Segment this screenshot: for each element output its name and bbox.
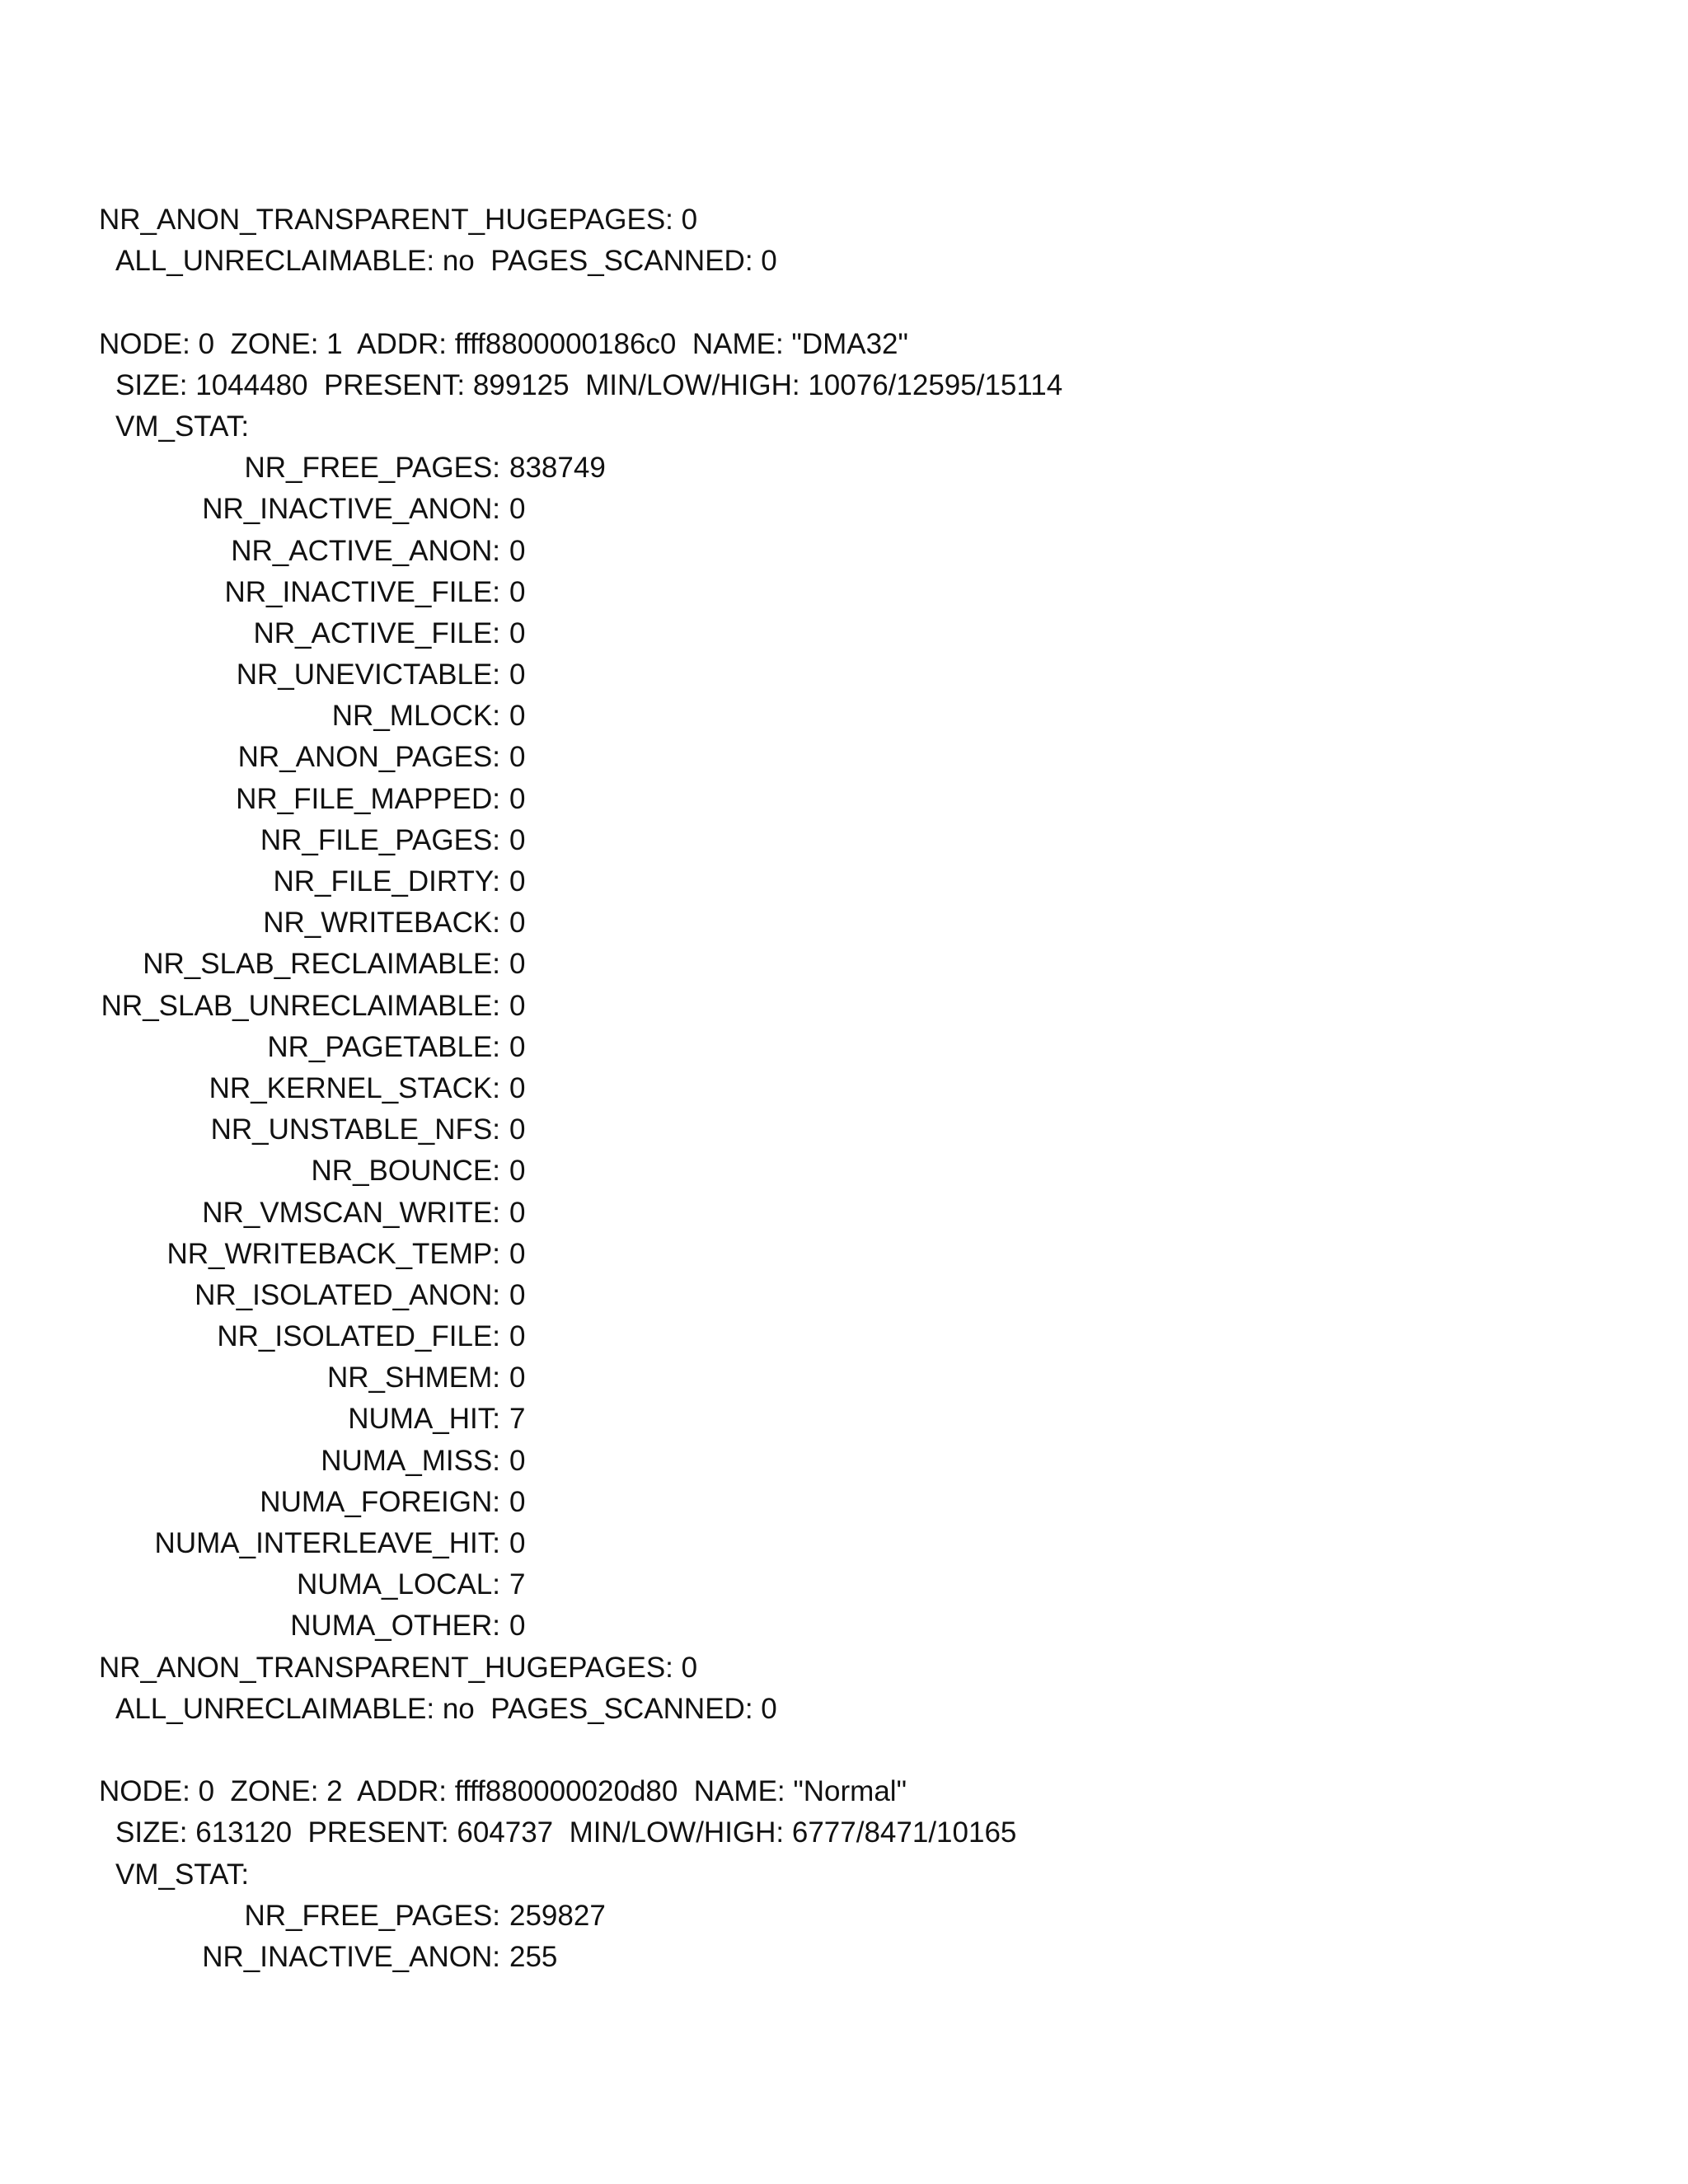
vm-stat-row (0, 1275, 1688, 1316)
vm-stat-row (0, 1357, 1688, 1399)
vm-stat-row (0, 1896, 1688, 1937)
vm-stat-row (0, 1482, 1688, 1523)
vm-stat-name: NR_FILE_DIRTY: (273, 865, 500, 898)
vm-stat-row (0, 986, 1688, 1027)
vm-stat-name: NR_WRITEBACK_TEMP: (166, 1237, 500, 1270)
vm-stat-row (0, 1316, 1688, 1357)
vm-stat-name: NR_ACTIVE_ANON: (231, 534, 500, 567)
vm-stat-row (0, 448, 1688, 489)
vm-stat-name: NR_WRITEBACK: (263, 907, 500, 940)
vm-stat-value: 0 (509, 1485, 526, 1518)
vm-stat-row (0, 1523, 1688, 1564)
vm-stat-row (0, 1937, 1688, 1978)
hugepages-line: NR_ANON_TRANSPARENT_HUGEPAGES: 0 (99, 204, 698, 236)
vm-stat-label: VM_STAT: (115, 410, 250, 443)
vm-stat-name: NR_PAGETABLE: (267, 1030, 500, 1063)
zone-header: NODE: 0 ZONE: 1 ADDR: ffff8800000186c0 NAME: "DMA32" (99, 327, 908, 360)
vm-stat-row (0, 613, 1688, 654)
vm-stat-name: NR_FREE_PAGES: (244, 452, 500, 485)
vm-stat-value: 0 (509, 989, 526, 1022)
vm-stat-row (0, 1605, 1688, 1647)
vm-stat-value: 0 (509, 658, 526, 691)
vm-stat-value: 0 (509, 616, 526, 649)
vm-stat-row (0, 696, 1688, 737)
vm-stat-value: 0 (509, 865, 526, 898)
vm-stat-row (0, 1109, 1688, 1151)
vm-stat-row (0, 820, 1688, 861)
zone-size-line: SIZE: 613120 PRESENT: 604737 MIN/LOW/HIGH: 6777/8471/10165 (115, 1816, 1017, 1849)
vm-stat-row (0, 861, 1688, 902)
vm-stat-name: NR_BOUNCE: (311, 1155, 500, 1188)
vm-stat-name: NR_FILE_MAPPED: (236, 782, 500, 815)
vm-stat-row (0, 531, 1688, 572)
vm-stat-name: NR_SHMEM: (326, 1361, 500, 1394)
vm-stat-label: VM_STAT: (115, 1858, 250, 1891)
vm-stat-value: 0 (509, 1444, 526, 1477)
vm-stat-row (0, 1234, 1688, 1275)
unreclaimable-line: ALL_UNRECLAIMABLE: no PAGES_SCANNED: 0 (115, 1692, 777, 1725)
vm-stat-name: NR_ISOLATED_FILE: (217, 1320, 500, 1353)
vm-stat-row (0, 1564, 1688, 1605)
vm-stat-value: 0 (509, 1527, 526, 1559)
vm-stat-name: NR_MLOCK: (331, 700, 500, 733)
vm-stat-value: 7 (509, 1568, 526, 1601)
vm-stat-name: NR_ACTIVE_FILE: (253, 616, 500, 649)
vm-stat-value: 0 (509, 1113, 526, 1146)
vm-stat-value: 0 (509, 907, 526, 940)
vm-stat-row (0, 902, 1688, 944)
vm-stat-value: 0 (509, 1030, 526, 1063)
vm-stat-name: NUMA_MISS: (321, 1444, 500, 1477)
vm-stat-value: 0 (509, 1320, 526, 1353)
vm-stat-name: NR_UNEVICTABLE: (236, 658, 500, 691)
hugepages-line: NR_ANON_TRANSPARENT_HUGEPAGES: 0 (99, 1651, 698, 1684)
vm-stat-value: 0 (509, 1071, 526, 1104)
zone-header: NODE: 0 ZONE: 2 ADDR: ffff880000020d80 NAME: "Normal" (99, 1775, 907, 1808)
vm-stat-name: NUMA_LOCAL: (296, 1568, 500, 1601)
vm-stat-row (0, 654, 1688, 696)
memory-zone-dump (0, 199, 1688, 1978)
vm-stat-value: 7 (509, 1403, 526, 1436)
vm-stat-name: NR_SLAB_UNRECLAIMABLE: (101, 989, 500, 1022)
vm-stat-name: NR_INACTIVE_FILE: (224, 575, 500, 608)
vm-stat-value: 0 (509, 575, 526, 608)
vm-stat-name: NR_KERNEL_STACK: (209, 1071, 500, 1104)
vm-stat-list (0, 1896, 1688, 1978)
vm-stat-row (0, 944, 1688, 985)
vm-stat-value: 0 (509, 1278, 526, 1311)
vm-stat-value: 0 (509, 823, 526, 856)
vm-stat-value: 0 (509, 782, 526, 815)
vm-stat-row (0, 489, 1688, 530)
vm-stat-name: NR_SLAB_RECLAIMABLE: (143, 948, 500, 981)
vm-stat-row (0, 1068, 1688, 1109)
vm-stat-name: NR_VMSCAN_WRITE: (202, 1196, 500, 1229)
vm-stat-name: NR_FREE_PAGES: (244, 1899, 500, 1932)
vm-stat-value: 0 (509, 534, 526, 567)
vm-stat-value: 0 (509, 1237, 526, 1270)
vm-stat-value: 0 (509, 493, 526, 526)
unreclaimable-line: ALL_UNRECLAIMABLE: no PAGES_SCANNED: 0 (115, 245, 777, 278)
zone-size-line: SIZE: 1044480 PRESENT: 899125 MIN/LOW/HIGH: 10076/12595/15114 (115, 368, 1063, 401)
vm-stat-name: NR_INACTIVE_ANON: (202, 493, 500, 526)
vm-stat-name: NR_ISOLATED_ANON: (195, 1278, 500, 1311)
vm-stat-list (0, 448, 1688, 1647)
vm-stat-row (0, 1027, 1688, 1068)
vm-stat-value: 0 (509, 1610, 526, 1643)
vm-stat-name: NR_FILE_PAGES: (260, 823, 500, 856)
vm-stat-row (0, 1193, 1688, 1234)
vm-stat-name: NUMA_FOREIGN: (260, 1485, 500, 1518)
vm-stat-row (0, 1151, 1688, 1192)
vm-stat-value: 0 (509, 1361, 526, 1394)
vm-stat-value: 0 (509, 741, 526, 774)
vm-stat-row (0, 1441, 1688, 1482)
blank-line (0, 1730, 1688, 1771)
vm-stat-name: NR_ANON_PAGES: (237, 741, 500, 774)
blank-line (0, 282, 1688, 323)
vm-stat-value: 0 (509, 700, 526, 733)
vm-stat-row (0, 572, 1688, 613)
vm-stat-row (0, 737, 1688, 778)
vm-stat-value: 838749 (509, 452, 606, 485)
vm-stat-name: NUMA_OTHER: (290, 1610, 500, 1643)
vm-stat-name: NUMA_INTERLEAVE_HIT: (154, 1527, 500, 1559)
vm-stat-name: NUMA_HIT: (348, 1403, 500, 1436)
vm-stat-value: 255 (509, 1940, 558, 1973)
vm-stat-value: 0 (509, 1155, 526, 1188)
vm-stat-value: 259827 (509, 1899, 606, 1932)
vm-stat-name: NR_UNSTABLE_NFS: (210, 1113, 500, 1146)
vm-stat-value: 0 (509, 1196, 526, 1229)
vm-stat-value: 0 (509, 948, 526, 981)
vm-stat-row (0, 779, 1688, 820)
vm-stat-row (0, 1399, 1688, 1440)
vm-stat-name: NR_INACTIVE_ANON: (202, 1940, 500, 1973)
